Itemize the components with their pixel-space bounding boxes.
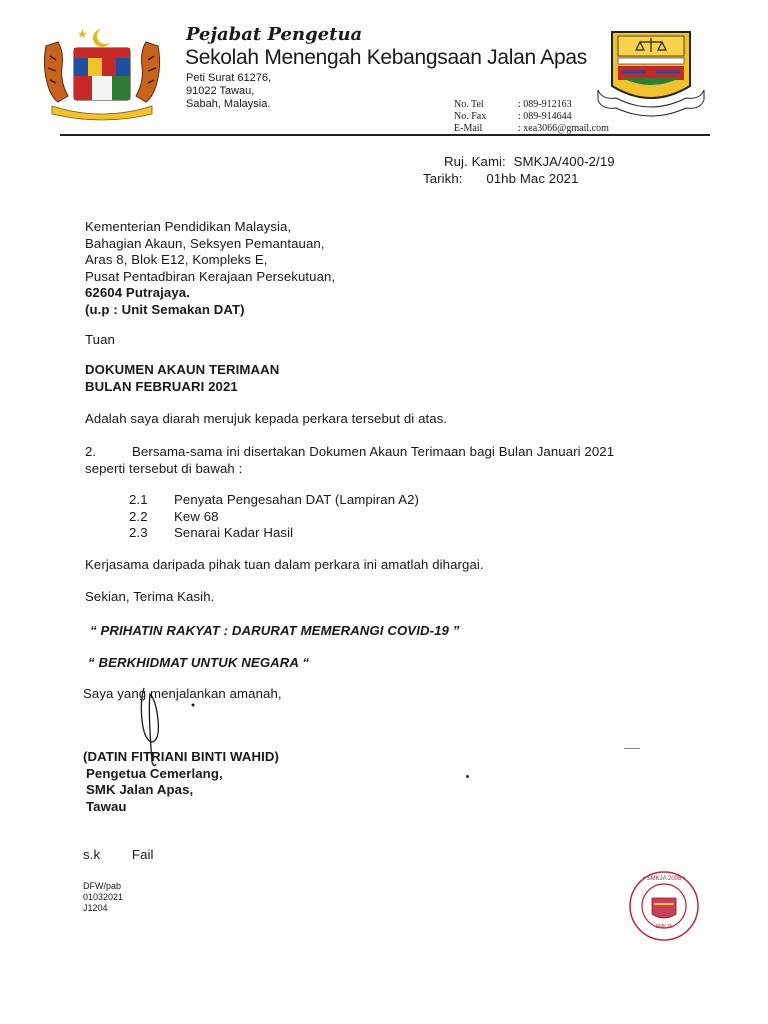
item-number: 2.3 <box>129 525 148 540</box>
subject-line: BULAN FEBRUARI 2021 <box>85 378 238 394</box>
paragraph-1: Adalah saya diarah merujuk kepada perkara tersebut di atas. <box>85 411 448 426</box>
recipient-line: Bahagian Akaun, Seksyen Pemantauan, <box>85 235 325 251</box>
contact-label: No. Fax <box>454 111 487 122</box>
paragraph-2-first-line <box>85 444 650 461</box>
stamp-ring-text: • SMKJA 2008 • <box>642 876 686 882</box>
letter-subject <box>85 362 279 395</box>
closing-line: Sekian, Terima Kasih. <box>85 589 215 604</box>
recipient-line: Aras 8, Blok E12, Kompleks E, <box>85 252 268 267</box>
copy-to-label: s.k <box>83 847 101 862</box>
paragraph-number: 2. <box>85 444 97 459</box>
coat-of-arms-logo <box>38 26 166 122</box>
address-line: 91022 Tawau, <box>186 85 255 97</box>
item-text: Penyata Pengesahan DAT (Lampiran A2) <box>174 492 420 507</box>
footer-code: 01032021 <box>83 892 124 902</box>
copy-to <box>83 847 154 864</box>
letter-date <box>423 171 579 188</box>
contact-block <box>454 99 609 135</box>
stamp-label: SMKJA <box>655 924 673 930</box>
header-divider <box>60 134 710 136</box>
trust-line: Saya yang menjalankan amanah, <box>83 686 282 701</box>
date-label: Tarikh: <box>423 171 463 186</box>
signatory-title: Pengetua Cemerlang, <box>86 765 223 781</box>
recipient-address <box>85 219 335 318</box>
footer-code: DFW/pab <box>83 881 122 891</box>
recipient-attention: (u.p : Unit Semakan DAT) <box>85 301 245 317</box>
contact-value: : 089-912163 <box>518 99 572 110</box>
item-text: Senarai Kadar Hasil <box>174 525 294 540</box>
signatory-school: SMK Jalan Apas, <box>86 782 194 797</box>
scan-mark <box>624 748 640 749</box>
contact-tel <box>454 99 609 111</box>
contact-label: No. Tel <box>454 99 484 110</box>
paragraph-text: Bersama-sama ini disertakan Dokumen Akaun Terimaan bagi Bulan Januari 2021 <box>132 444 615 459</box>
item-text: Kew 68 <box>174 508 219 524</box>
item-number: 2.1 <box>129 492 148 507</box>
slogan-covid: “ PRIHATIN RAKYAT : DARURAT MEMERANGI COVID-19 ” <box>90 623 460 638</box>
item-number: 2.2 <box>129 508 148 524</box>
recipient-line: Kementerian Pendidikan Malaysia, <box>85 219 292 234</box>
school-name: Sekolah Menengah Kebangsaan Jalan Apas <box>185 46 587 69</box>
footer-codes <box>83 881 123 914</box>
reference-label: Ruj. Kami: <box>444 154 506 169</box>
salutation: Tuan <box>85 332 115 347</box>
reference-value: SMKJA/400-2/19 <box>513 154 615 169</box>
slogan-negara: “ BERKHIDMAT UNTUK NEGARA “ <box>88 655 310 670</box>
paragraph-2 <box>85 444 650 477</box>
scan-mark <box>466 775 469 778</box>
list-item <box>129 492 419 509</box>
copy-to-value: Fail <box>131 847 154 862</box>
contact-value: : xea3066@gmail.com <box>518 123 609 134</box>
list-item <box>129 509 419 526</box>
signatory-town: Tawau <box>86 798 127 814</box>
address-line: Peti Surat 61276, <box>186 72 272 84</box>
recipient-line: Pusat Pentadbiran Kerajaan Persekutuan, <box>85 268 336 284</box>
school-stamp <box>628 870 700 942</box>
office-title: Pejabat Pengetua <box>186 24 363 45</box>
subject-line: DOKUMEN AKAUN TERIMAAN <box>85 362 280 377</box>
signatory-name: (DATIN FITRIANI BINTI WAHID) <box>83 749 279 764</box>
paragraph-text: seperti tersebut di bawah : <box>85 460 243 476</box>
address-line: Sabah, Malaysia. <box>186 98 271 110</box>
contact-fax <box>454 111 609 123</box>
paragraph-3: Kerjasama daripada pihak tuan dalam perkara ini amatlah dihargai. <box>85 557 484 572</box>
contact-label: E-Mail <box>454 123 483 134</box>
item-list <box>129 492 419 542</box>
school-address <box>186 72 271 111</box>
date-value: 01hb Mac 2021 <box>486 171 579 186</box>
contact-value: : 089-914644 <box>518 111 572 122</box>
signatory-block <box>83 749 279 815</box>
recipient-postcode: 62604 Putrajaya. <box>85 285 190 300</box>
reference-number <box>444 154 615 171</box>
school-crest-logo <box>594 26 708 124</box>
footer-code: J1204 <box>83 903 108 913</box>
list-item <box>129 525 419 542</box>
